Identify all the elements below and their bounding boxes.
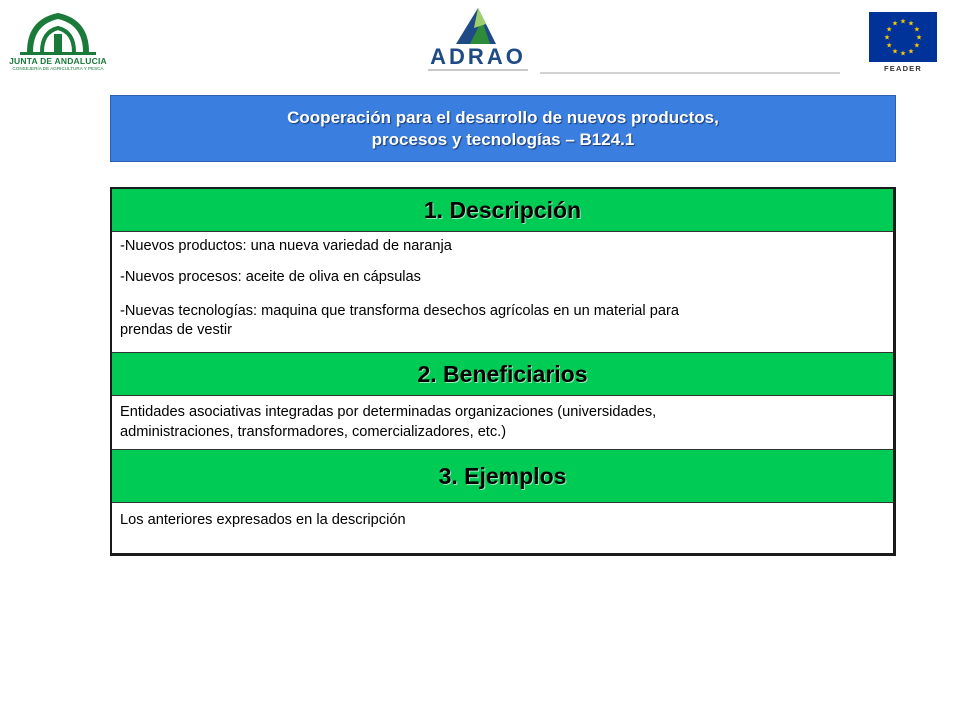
junta-department: CONSEJERÍA DE AGRICULTURA Y PESCA xyxy=(12,66,104,71)
adrao-logo xyxy=(416,4,540,76)
adrao-mountain-icon xyxy=(416,4,540,48)
section-header-descripcion xyxy=(112,189,893,232)
info-table xyxy=(110,187,896,556)
section-header-beneficiarios xyxy=(112,352,893,396)
section-body-descripcion xyxy=(112,232,893,352)
eu-flag xyxy=(869,12,937,62)
eu-star-icon: ★ xyxy=(899,50,907,58)
title-line-2: procesos y tecnologías – B124.1 xyxy=(371,129,635,149)
junta-name: JUNTA DE ANDALUCIA xyxy=(9,56,107,66)
slide-title xyxy=(110,95,896,162)
description-line: -Nuevos procesos: aceite de oliva en cápsulas xyxy=(120,269,421,285)
section-body-ejemplos xyxy=(112,503,893,553)
eu-star-icon: ★ xyxy=(891,48,899,56)
feader-label: FEADER xyxy=(883,64,923,73)
section-header-ejemplos xyxy=(112,449,893,503)
eu-star-icon: ★ xyxy=(885,26,893,34)
section-title: 2. Beneficiarios xyxy=(417,360,588,387)
adrao-name: ADRAO xyxy=(430,44,526,69)
junta-emblem-icon xyxy=(8,8,108,56)
beneficiaries-line: Entidades asociativas integradas por determinadas organizaciones (universidades, xyxy=(120,404,657,420)
examples-line: Los anteriores expresados en la descripción xyxy=(120,512,406,528)
eu-stars-icon xyxy=(869,12,937,62)
adrao-tagline-bar xyxy=(428,69,528,71)
section-title: 1. Descripción xyxy=(423,196,582,223)
description-line: -Nuevos productos: una nueva variedad de naranja xyxy=(120,238,452,254)
eu-star-icon: ★ xyxy=(891,20,899,28)
junta-andalucia-logo xyxy=(8,8,108,76)
eu-star-icon: ★ xyxy=(913,42,921,50)
eu-star-icon: ★ xyxy=(883,34,891,42)
eu-star-icon: ★ xyxy=(907,20,915,28)
title-line-1: Cooperación para el desarrollo de nuevos productos, xyxy=(287,107,719,127)
section-title: 3. Ejemplos xyxy=(438,462,567,489)
eu-star-icon: ★ xyxy=(907,48,915,56)
feader-logo xyxy=(866,12,940,78)
eu-star-icon: ★ xyxy=(915,34,923,42)
description-line: -Nuevas tecnologías: maquina que transforma desechos agrícolas en un material para xyxy=(120,303,679,319)
eu-star-icon: ★ xyxy=(913,26,921,34)
eu-star-icon: ★ xyxy=(885,42,893,50)
beneficiaries-line: administraciones, transformadores, comercializadores, etc.) xyxy=(120,424,507,440)
description-line: prendas de vestir xyxy=(120,322,232,338)
header-divider xyxy=(540,72,840,74)
eu-star-icon: ★ xyxy=(899,18,907,26)
section-body-beneficiarios xyxy=(112,396,893,449)
